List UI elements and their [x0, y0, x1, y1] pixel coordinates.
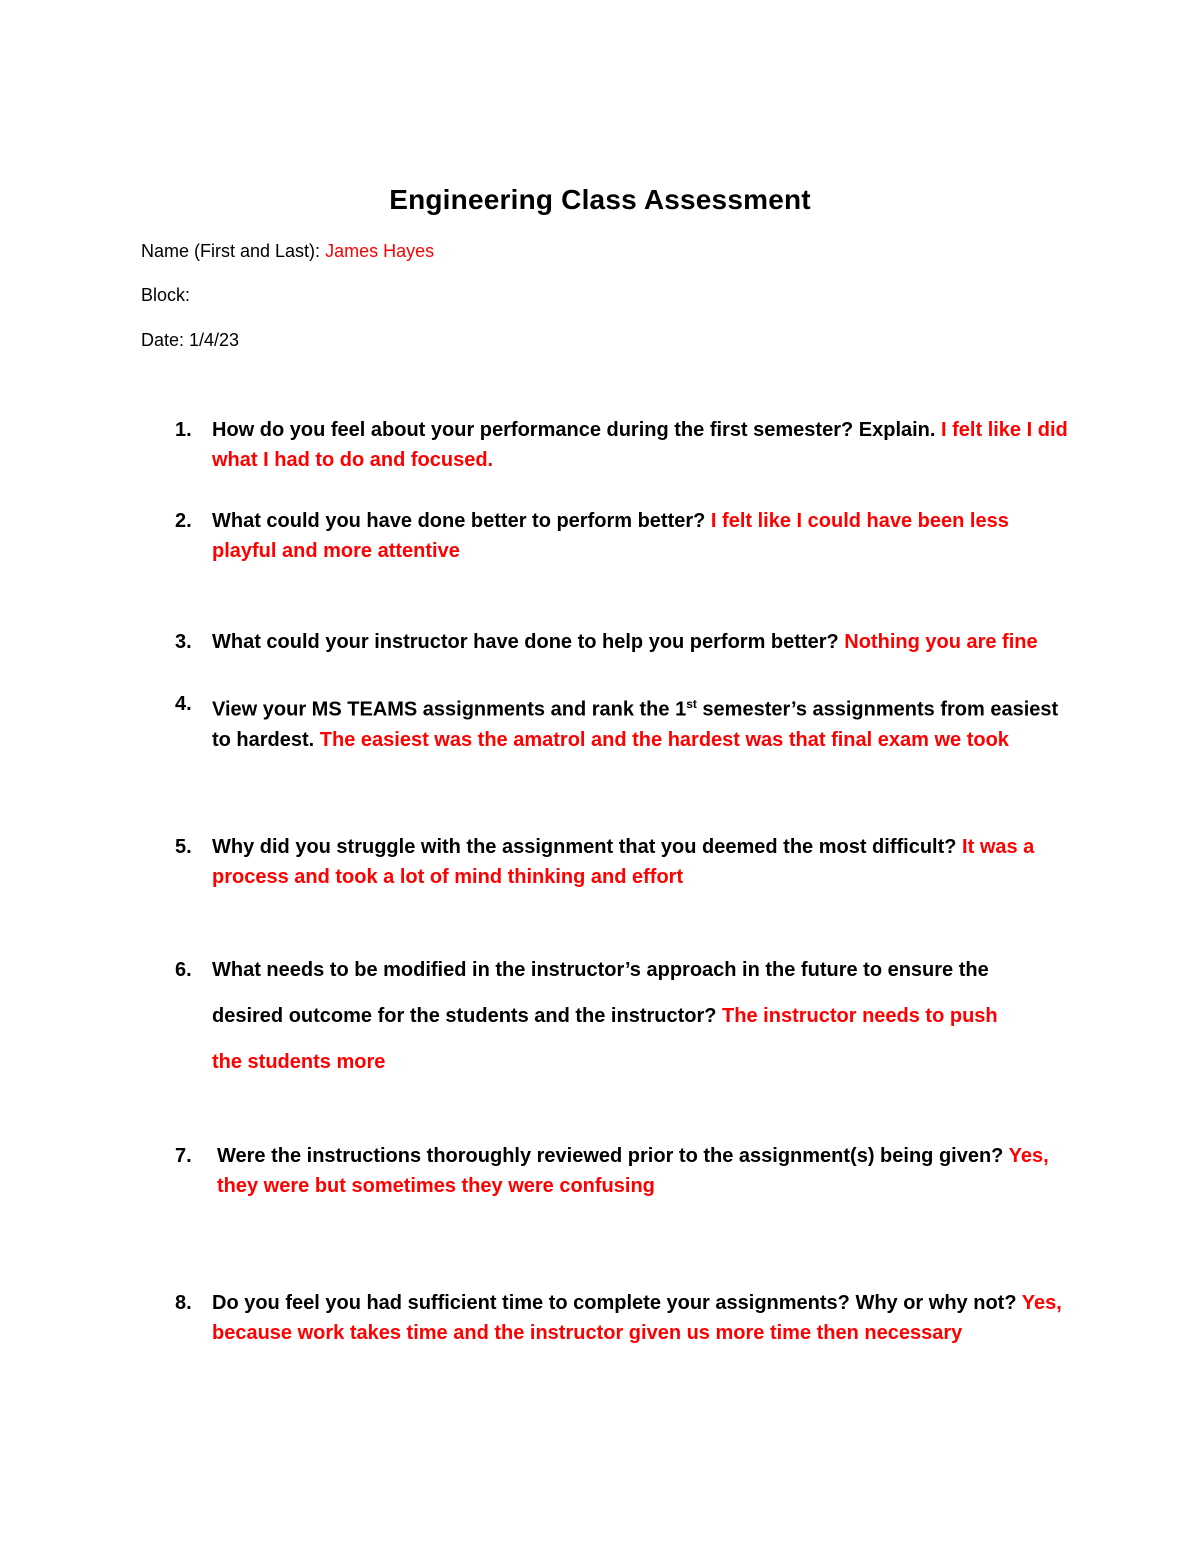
- answer-text: The instructor needs to push the students more: [212, 1005, 998, 1073]
- question-text: View your MS TEAMS assignments and rank the 1: [212, 698, 687, 721]
- answer-text: Yes, they were but sometimes they were confusing: [217, 1145, 1049, 1197]
- answer-text: I felt like I did what I had to do and focused.: [212, 419, 1068, 471]
- question-8: [175, 1288, 1075, 1348]
- answer-text: Yes, because work takes time and the instructor given us more time then necessary: [212, 1292, 1062, 1344]
- question-4: [175, 689, 1075, 755]
- ordinal-suffix: st: [686, 697, 697, 711]
- question-3: [175, 627, 1075, 657]
- question-text: What could your instructor have done to help you perform better?: [212, 631, 839, 653]
- question-5: [175, 832, 1075, 892]
- question-number: 4.: [175, 693, 192, 715]
- question-number: 6.: [175, 959, 192, 981]
- question-7: [175, 1141, 1075, 1201]
- answer-text: Nothing you are fine: [838, 631, 1038, 653]
- page-title: Engineering Class Assessment: [389, 184, 811, 215]
- question-text: Do you feel you had sufficient time to complete your assignments? Why or why not?: [212, 1292, 1017, 1314]
- name-field: [141, 241, 434, 262]
- question-text: Were the instructions thoroughly reviewed prior to the assignment(s) being given?: [217, 1145, 1004, 1167]
- question-text-cont: semester’s assignments from easiest to hardest.: [212, 698, 1059, 751]
- answer-text: I felt like I could have been less playful and more attentive: [212, 510, 1009, 562]
- question-number: 5.: [175, 836, 192, 858]
- question-number: 8.: [175, 1292, 192, 1314]
- question-number: 7.: [175, 1145, 192, 1167]
- question-2: [175, 506, 1075, 566]
- answer-text: It was a process and took a lot of mind thinking and effort: [212, 836, 1035, 888]
- question-6: [175, 947, 1075, 1085]
- block-field: Block:: [141, 285, 191, 305]
- name-label: Name (First and Last):: [141, 241, 326, 261]
- question-number: 3.: [175, 631, 192, 653]
- question-text: How do you feel about your performance during the first semester? Explain.: [212, 419, 936, 441]
- answer-text: The easiest was the amatrol and the hardest was that final exam we took: [314, 728, 1009, 751]
- date-field: Date: 1/4/23: [141, 330, 240, 350]
- question-number: 1.: [175, 419, 192, 441]
- question-text: What needs to be modified in the instructor’s approach in the future to ensure the desired outcome for the students and the instructor?: [212, 959, 989, 1027]
- question-text: Why did you struggle with the assignment that you deemed the most difficult?: [212, 836, 957, 858]
- question-text: What could you have done better to perform better?: [212, 510, 706, 532]
- name-value: James Hayes: [325, 241, 435, 261]
- question-1: [175, 415, 1075, 475]
- question-number: 2.: [175, 510, 192, 532]
